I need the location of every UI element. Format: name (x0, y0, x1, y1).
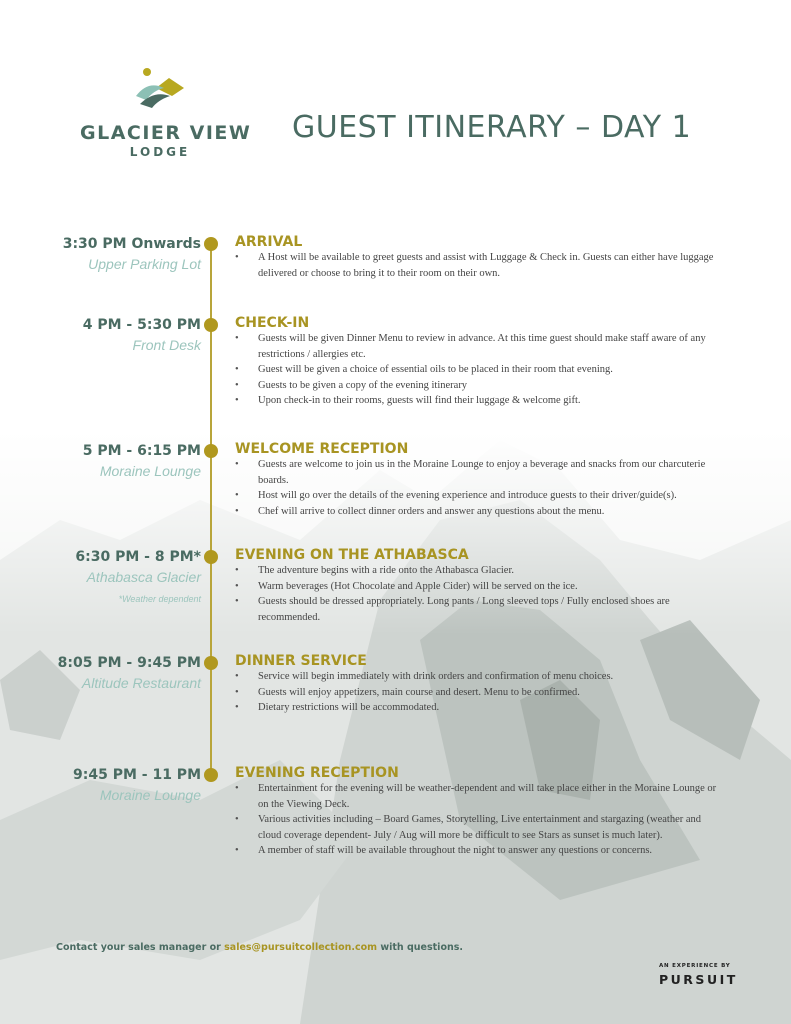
bullet-item: • Guests should be dressed appropriately. Long pants / Long sleeved tops / Fully enclosed shoes are recommended. (232, 594, 722, 625)
entry-heading: DINNER SERVICE (235, 653, 367, 669)
entry-location: Upper Parking Lot (88, 256, 201, 272)
contact-suffix: with questions. (377, 942, 463, 953)
bullet-item: • A Host will be available to greet guests and assist with Luggage & Check in. Guests can either have luggage delivered or choose to bring it to their room on their own. (232, 250, 722, 281)
contact-email-link[interactable]: sales@pursuitcollection.com (224, 942, 378, 953)
entry-bullets (232, 457, 722, 519)
timeline-dot (204, 318, 218, 332)
entry-time: 4 PM - 5:30 PM (82, 317, 201, 333)
entry-heading: EVENING ON THE ATHABASCA (235, 547, 469, 563)
bullet-item: • Upon check-in to their rooms, guests will find their luggage & welcome gift. (232, 393, 722, 409)
timeline-dot (204, 768, 218, 782)
bullet-item: • Host will go over the details of the evening experience and introduce guests to their driver/guide(s). (232, 488, 722, 504)
entry-heading: CHECK-IN (235, 315, 310, 331)
lodge-logo (80, 66, 252, 159)
entry-bullets (232, 250, 722, 281)
timeline-dot (204, 550, 218, 564)
pursuit-tagline: AN EXPERIENCE BY (659, 963, 731, 969)
bullet-item: • Chef will arrive to collect dinner orders and answer any questions about the menu. (232, 504, 722, 520)
weather-note: *Weather dependent (118, 594, 201, 604)
entry-location: Front Desk (132, 337, 201, 353)
bullet-item: • Guests will be given Dinner Menu to review in advance. At this time guest should make staff aware of any restrictions / allergies etc. (232, 331, 722, 362)
bullet-item: • A member of staff will be available throughout the night to answer any questions or concerns. (232, 843, 722, 859)
bullet-item: • Entertainment for the evening will be weather-dependent and will take place either in the Moraine Lounge or on the Viewing Deck. (232, 781, 722, 812)
entry-heading: ARRIVAL (235, 234, 303, 250)
page-title: GUEST ITINERARY – DAY 1 (292, 110, 692, 145)
entry-location: Moraine Lounge (99, 787, 201, 803)
bullet-item: • Guest will be given a choice of essential oils to be placed in their room that evening. (232, 362, 722, 378)
bullet-item: • Various activities including – Board Games, Storytelling, Live entertainment and stargazing (weather and cloud coverage dependent- July / Aug will more be difficult to see Stars as sunset is much later). (232, 812, 722, 843)
entry-time: 5 PM - 6:15 PM (82, 443, 201, 459)
contact-line (56, 942, 463, 953)
bullet-item: • Service will begin immediately with drink orders and confirmation of menu choices. (232, 669, 722, 685)
bullet-item: • The adventure begins with a ride onto the Athabasca Glacier. (232, 563, 722, 579)
brand-subname: LODGE (129, 145, 191, 159)
brand-name: GLACIER VIEW (80, 122, 252, 144)
entry-bullets (232, 331, 722, 409)
entry-bullets (232, 563, 722, 625)
entry-time: 8:05 PM - 9:45 PM (57, 655, 201, 671)
entry-heading: WELCOME RECEPTION (235, 441, 409, 457)
entry-location: Moraine Lounge (99, 463, 201, 479)
glacier-view-logo-icon (134, 66, 186, 108)
entry-time: 9:45 PM - 11 PM (73, 767, 201, 783)
timeline-dot (204, 237, 218, 251)
timeline-dot (204, 444, 218, 458)
bullet-item: • Guests will enjoy appetizers, main course and desert. Menu to be confirmed. (232, 685, 722, 701)
entry-time: 3:30 PM Onwards (62, 236, 201, 252)
bullet-item: • Warm beverages (Hot Chocolate and Apple Cider) will be served on the ice. (232, 579, 722, 595)
bullet-item: • Dietary restrictions will be accommodated. (232, 700, 722, 716)
bullet-item: • Guests to be given a copy of the evening itinerary (232, 378, 722, 394)
entry-location: Altitude Restaurant (81, 675, 201, 691)
entry-heading: EVENING RECEPTION (235, 765, 399, 781)
bullet-item: • Guests are welcome to join us in the Moraine Lounge to enjoy a beverage and snacks from our charcuterie boards. (232, 457, 722, 488)
contact-prefix: Contact your sales manager or (56, 942, 225, 953)
entry-location: Athabasca Glacier (86, 569, 201, 585)
timeline-dot (204, 656, 218, 670)
entry-bullets (232, 781, 722, 859)
pursuit-logo (659, 963, 738, 987)
entry-time: 6:30 PM - 8 PM* (75, 549, 201, 565)
pursuit-wordmark: PURSUIT (659, 972, 738, 987)
entry-bullets (232, 669, 722, 716)
